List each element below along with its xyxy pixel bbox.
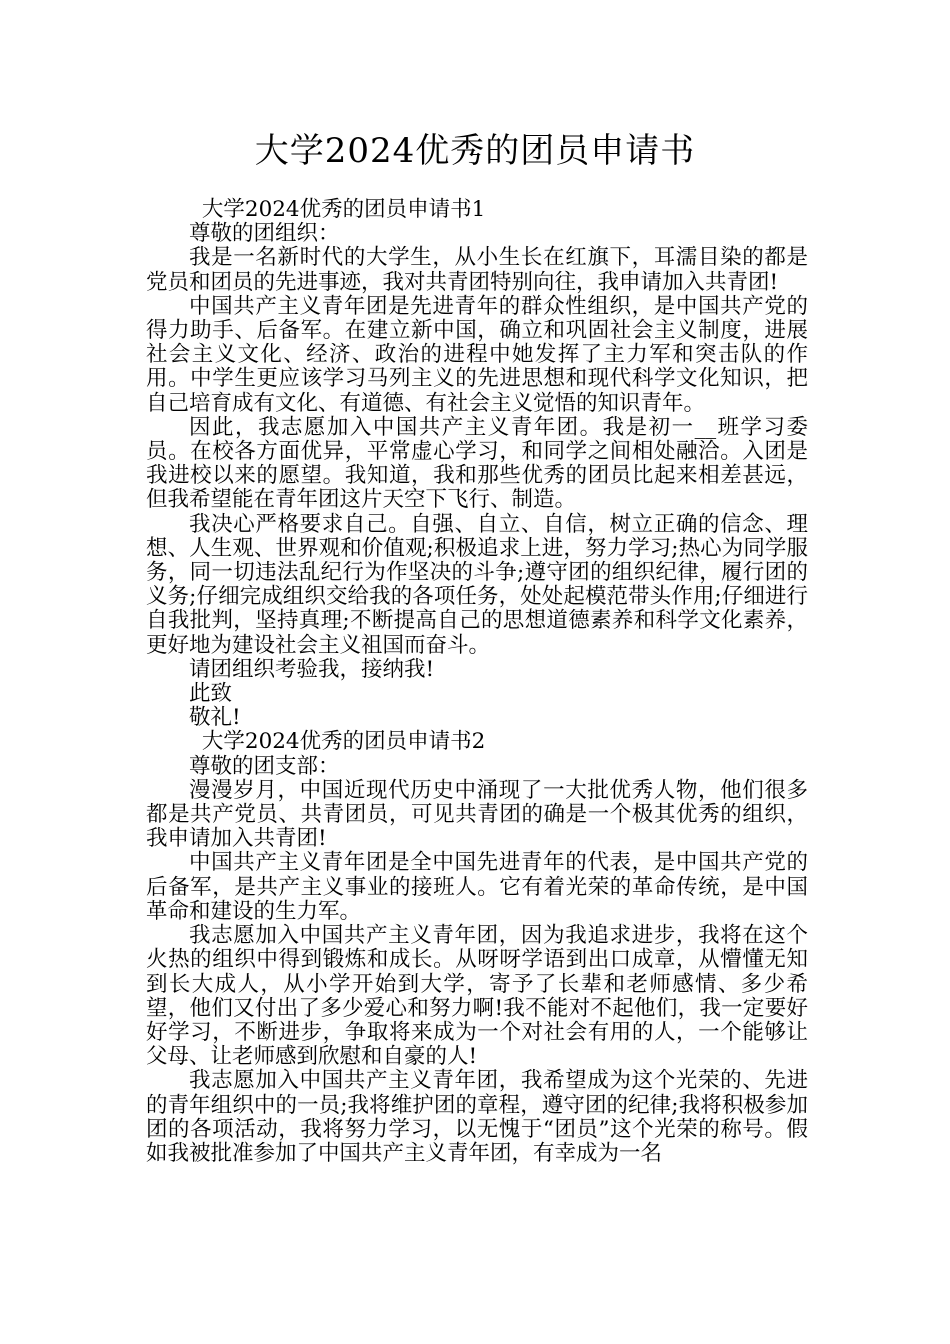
paragraph: 我志愿加入中国共产主义青年团，我希望成为这个光荣的、先进的青年组织中的一员;我将维护团的章程，遵守团的纪律;我将积极参加团的各项活动，我将努力学习，以无愧于“团员”这个光荣的称号。假如我被批准参加了中国共产主义青年团，有幸成为一名 — [146, 1068, 808, 1166]
document-body — [146, 198, 808, 1166]
section-heading: 大学2024优秀的团员申请书1 — [201, 197, 486, 222]
salutation: 尊敬的团组织： — [189, 221, 340, 247]
paragraph: 我决心严格要求自己。自强、自立、自信，树立正确的信念、理想、人生观、世界观和价值观;积极追求上进，努力学习;热心为同学服务，同一切违法乱纪行为作坚决的斗争;遵守团的组织纪律，履行团的义务;仔细完成组织交给我的各项任务，处处起模范带头作用;仔细进行自我批判，坚持真理;不断提高自己的思想道德素养和科学文化素养，更好地为建设社会主义祖国而奋斗。 — [146, 511, 808, 658]
paragraph: 中国共产主义青年团是先进青年的群众性组织，是中国共产党的得力助手、后备军。在建立新中国，确立和巩固社会主义制度，进展社会主义文化、经济、政治的进程中她发挥了主力军和突击队的作用。中学生更应该学习马列主义的先进思想和现代科学文化知识，把自己培育成有文化、有道德、有社会主义觉悟的知识青年。 — [146, 293, 808, 416]
paragraph: 我志愿加入中国共产主义青年团，因为我追求进步，我将在这个火热的组织中得到锻炼和成长。从呀呀学语到出口成章，从懵懂无知到长大成人，从小学开始到大学，寄予了长辈和老师感情、多少希望，他们又付出了多少爱心和努力啊!我不能对不起他们，我一定要好好学习，不断进步，争取将来成为一个对社会有用的人，一个能够让父母、让老师感到欣慰和自豪的人! — [146, 923, 808, 1070]
closing-line: 敬礼! — [189, 705, 241, 731]
salutation: 尊敬的团支部： — [189, 753, 340, 779]
document-title: 大学2024优秀的团员申请书 — [254, 131, 696, 171]
paragraph: 漫漫岁月，中国近现代历史中涌现了一大批优秀人物，他们很多都是共产党员、共青团员，可见共青团的确是一个极其优秀的组织，我申请加入共青团! — [146, 777, 808, 852]
paragraph: 我是一名新时代的大学生，从小生长在红旗下，耳濡目染的都是党员和团员的先进事迹，我对共青团特别向往，我申请加入共青团! — [146, 245, 808, 295]
paragraph: 请团组织考验我，接纳我! — [189, 656, 435, 682]
paragraph: 因此，我志愿加入中国共产主义青年团。我是初一__班学习委员。在校各方面优异，平常虚心学习，和同学之间相处融洽。入团是我进校以来的愿望。我知道，我和那些优秀的团员比起来相差甚远，但我希望能在青年团这片天空下飞行、制造。 — [146, 414, 808, 513]
section-heading: 大学2024优秀的团员申请书2 — [201, 729, 486, 755]
closing-line: 此致 — [189, 681, 233, 707]
paragraph: 中国共产主义青年团是全中国先进青年的代表，是中国共产党的后备军，是共产主义事业的接班人。它有着光荣的革命传统，是中国革命和建设的生力军。 — [146, 850, 808, 924]
